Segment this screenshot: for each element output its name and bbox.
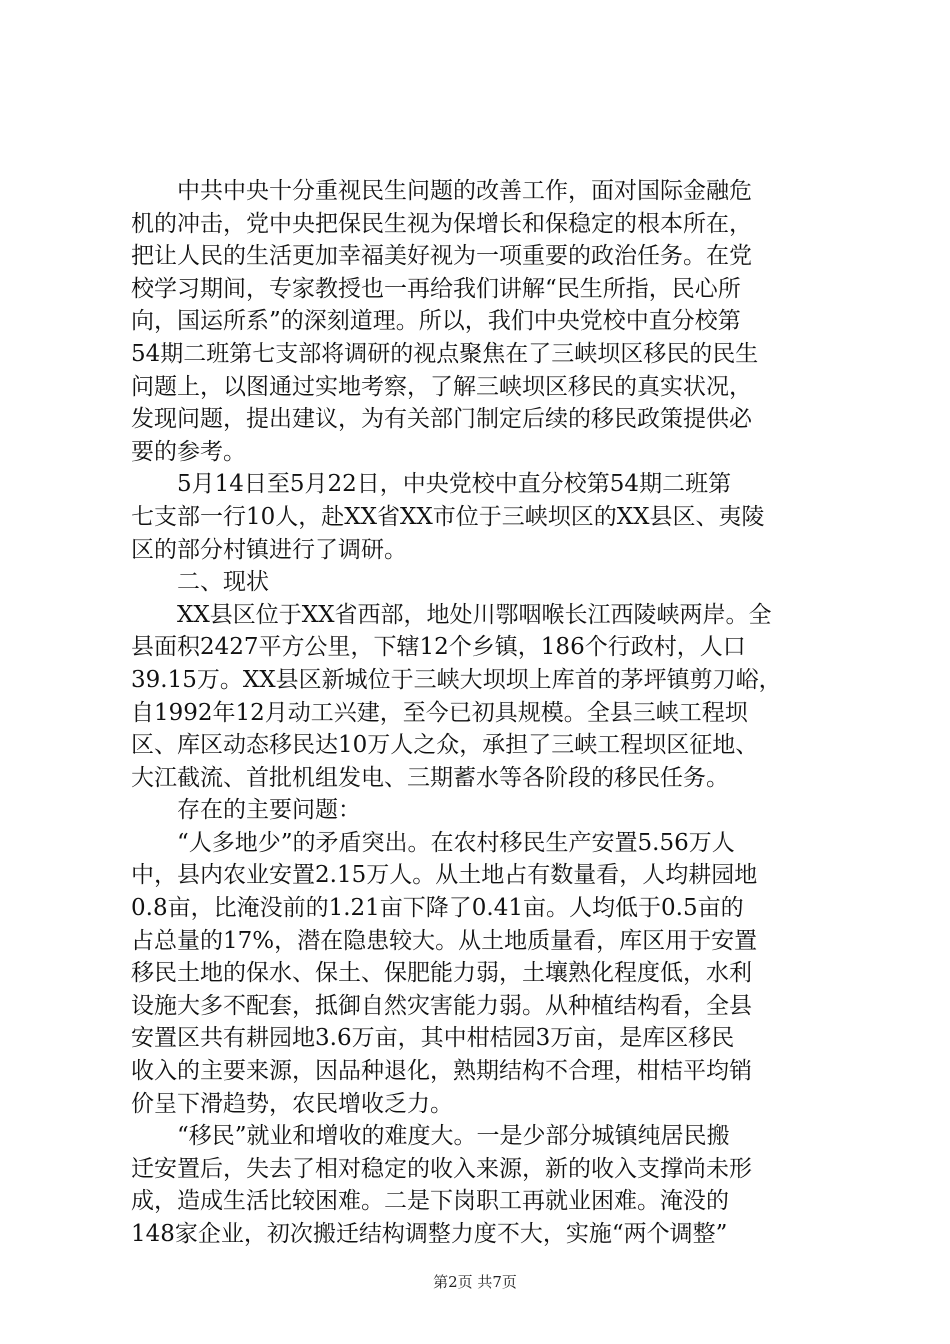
text-line: 中，县内农业安置2.15万人。从土地占有数量看，人均耕园地	[131, 862, 758, 889]
text-line: 移民土地的保水、保土、保肥能力弱，土壤熟化程度低，水利	[131, 960, 752, 987]
text-line: 占总量的17%，潜在隐患较大。从土地质量看，库区用于安置	[131, 927, 758, 954]
text-line: 二、现状	[131, 569, 269, 596]
paragraph	[131, 566, 831, 599]
text-line: 39.15万。XX县区新城位于三峡大坝坝上库首的茅坪镇剪刀峪，	[131, 666, 782, 693]
text-line: 54期二班第七支部将调研的视点聚焦在了三峡坝区移民的民生	[131, 340, 759, 367]
text-line: 机的冲击，党中央把保民生视为保增长和保稳定的根本所在，	[131, 210, 752, 237]
text-line: 成，造成生活比较困难。二是下岗职工再就业困难。淹没的	[131, 1188, 729, 1215]
text-line: 存在的主要问题：	[131, 797, 361, 824]
paragraph	[131, 1120, 831, 1250]
text-line: 5月14日至5月22日，中央党校中直分校第54期二班第	[131, 471, 732, 498]
text-line: 发现问题，提出建议，为有关部门制定后续的移民政策提供必	[131, 406, 752, 433]
text-line: XX县区位于XX省西部，地处川鄂咽喉长江西陵峡两岸。全	[131, 601, 772, 628]
text-line: 迁安置后，失去了相对稳定的收入来源，新的收入支撑尚未形	[131, 1155, 752, 1182]
text-line: 区的部分村镇进行了调研。	[131, 536, 407, 563]
document-body	[131, 175, 831, 1251]
text-line: 校学习期间，专家教授也一再给我们讲解“民生所指，民心所	[131, 275, 741, 302]
paragraph	[131, 468, 831, 566]
text-line: 向，国运所系”的深刻道理。所以，我们中央党校中直分校第	[131, 308, 741, 335]
text-line: 县面积2427平方公里，下辖12个乡镇，186个行政村，人口	[131, 634, 746, 661]
text-line: 要的参考。	[131, 438, 246, 465]
text-line: 0.8亩，比淹没前的1.21亩下降了0.41亩。人均低于0.5亩的	[131, 895, 744, 922]
text-line: 大江截流、首批机组发电、三期蓄水等各阶段的移民任务。	[131, 764, 729, 791]
paragraph	[131, 599, 831, 795]
text-line: 安置区共有耕园地3.6万亩，其中柑桔园3万亩，是库区移民	[131, 1025, 735, 1052]
text-line: 自1992年12月动工兴建，至今已初具规模。全县三峡工程坝	[131, 699, 748, 726]
paragraph	[131, 794, 831, 827]
text-line: 问题上，以图通过实地考察，了解三峡坝区移民的真实状况，	[131, 373, 752, 400]
text-line: “人多地少”的矛盾突出。在农村移民生产安置5.56万人	[131, 829, 735, 856]
text-line: 七支部一行10人，赴XX省XX市位于三峡坝区的XX县区、夷陵	[131, 503, 765, 530]
text-line: “移民”就业和增收的难度大。一是少部分城镇纯居民搬	[131, 1123, 730, 1150]
paragraph	[131, 827, 831, 1120]
text-line: 收入的主要来源，因品种退化，熟期结构不合理，柑桔平均销	[131, 1058, 752, 1085]
text-line: 区、库区动态移民达10万人之众，承担了三峡工程坝区征地、	[131, 732, 759, 759]
text-line: 价呈下滑趋势，农民增收乏力。	[131, 1090, 453, 1117]
page-footer: 第2页 共7页	[433, 1273, 517, 1291]
text-line: 设施大多不配套，抵御自然灾害能力弱。从种植结构看，全县	[131, 992, 752, 1019]
text-line: 中共中央十分重视民生问题的改善工作，面对国际金融危	[131, 178, 752, 204]
paragraph	[131, 175, 831, 468]
text-line: 把让人民的生活更加幸福美好视为一项重要的政治任务。在党	[131, 243, 752, 270]
text-line: 148家企业，初次搬迁结构调整力度不大，实施“两个调整”	[131, 1221, 728, 1247]
